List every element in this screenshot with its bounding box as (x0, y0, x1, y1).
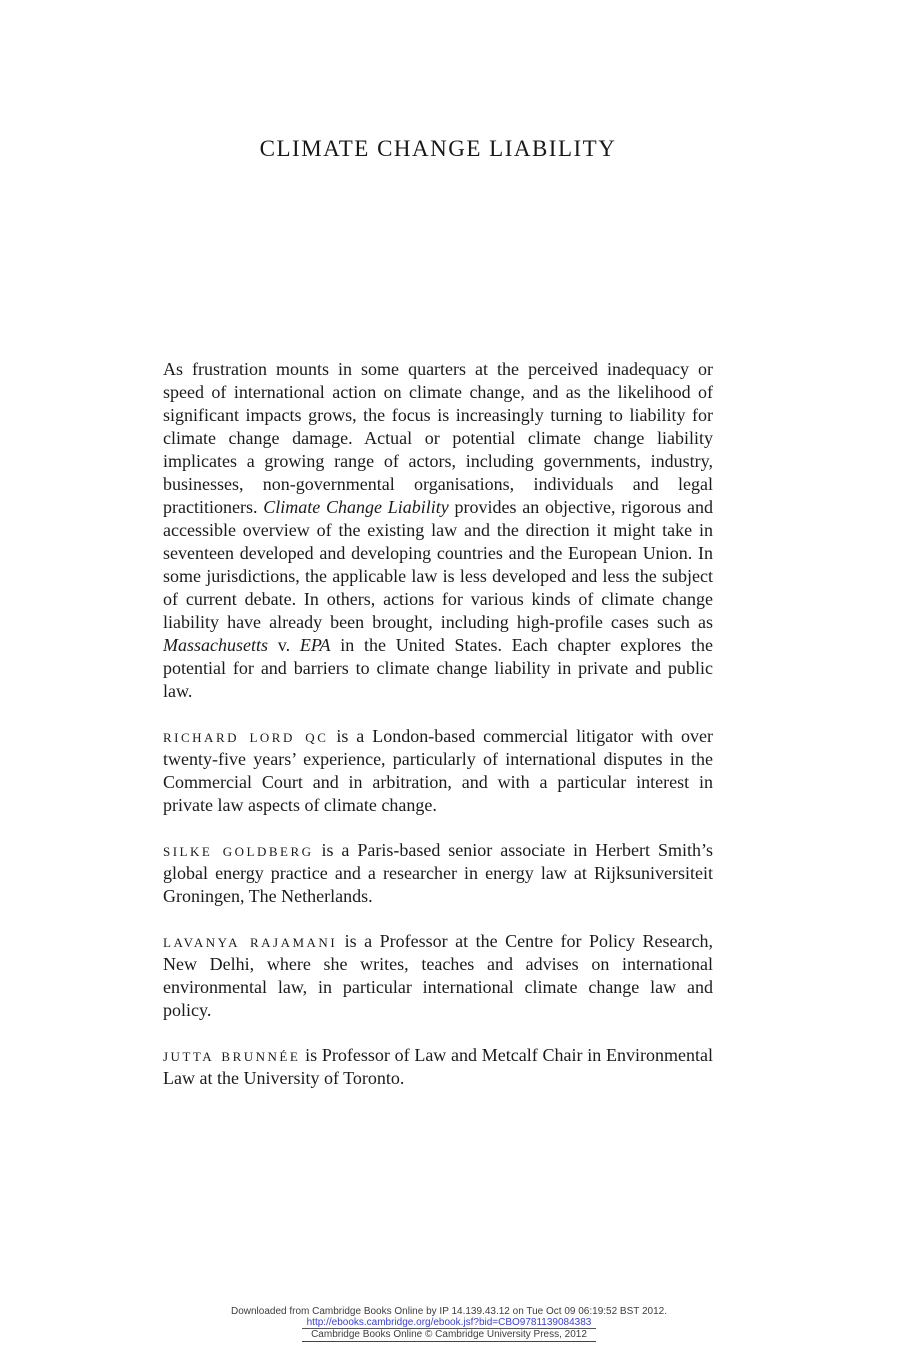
paragraph-book-description-segment-normal: provides an objective, rigorous and accessible overview of the existing law and the direction it might take in seventeen developed and developing countries and the European Union. In some jurisdictions, the applicable law is less developed and less the subject of current debate. In others, actions for various kinds of climate change liability have already been brought, including high-profile cases such as (163, 497, 714, 632)
paragraph-book-description-segment-italic: EPA (299, 635, 331, 655)
footer-stamp (0, 1306, 898, 1342)
bio-jutta-brunnee-segment-smallcaps: jutta brunnée (163, 1045, 301, 1065)
text-column (163, 136, 713, 1090)
paragraph-book-description-segment-normal: As frustration mounts in some quarters at the perceived inadequacy or speed of international action on climate change, and as the likelihood of significant impacts grows, the focus is increasingly turning to liability for climate change damage. Actual or potential climate change liability implicates a growing range of actors, including governments, industry, businesses, non-governmental organisations, individuals and legal practitioners. (163, 359, 713, 517)
paragraph-book-description-segment-normal: v. (268, 635, 300, 655)
footer-downloaded-line: Downloaded from Cambridge Books Online by IP 14.139.43.12 on Tue Oct 09 06:19:52 BST 2012. (230, 1306, 668, 1317)
footer-ebook-link[interactable]: http://ebooks.cambridge.org/ebook.jsf?bid=CBO9781139084383 (303, 1317, 596, 1329)
bio-silke-goldberg-segment-smallcaps: silke goldberg (163, 840, 314, 860)
bio-richard-lord-segment-normal: is a London-based commercial litigator with over twenty-five years’ experience, particularly of international disputes in the Commercial Court and in arbitration, and with a particular interest in private law aspects of climate change. (163, 726, 713, 815)
bio-lavanya-rajamani-segment-smallcaps: lavanya rajamani (163, 931, 338, 951)
paragraph-book-description (163, 358, 713, 703)
bio-jutta-brunnee-segment-normal: is Professor of Law and Metcalf Chair in Environmental Law at the University of Toronto. (163, 1045, 713, 1088)
book-title: CLIMATE CHANGE LIABILITY (259, 136, 617, 161)
paragraph-book-description-segment-normal: in the United States. Each chapter explores the potential for and barriers to climate change liability in private and public law. (163, 635, 713, 701)
bio-richard-lord-segment-smallcaps: richard lord qc (163, 726, 329, 746)
bio-lavanya-rajamani (163, 930, 713, 1022)
bio-silke-goldberg-segment-normal: is a Paris-based senior associate in Herbert Smith’s global energy practice and a researcher in energy law at Rijksuniversiteit Groningen, The Netherlands. (163, 840, 713, 906)
bio-jutta-brunnee (163, 1044, 713, 1090)
bio-richard-lord (163, 725, 713, 817)
footer-copyright-line: Cambridge Books Online © Cambridge University Press, 2012 (302, 1328, 596, 1342)
paragraph-book-description-segment-italic: Climate Change Liability (263, 497, 449, 517)
bio-lavanya-rajamani-segment-normal: is a Professor at the Centre for Policy Research, New Delhi, where she writes, teaches and advises on international environmental law, in particular international climate change law and policy. (163, 931, 713, 1020)
bio-silke-goldberg (163, 839, 713, 908)
paragraph-book-description-segment-italic: Massachusetts (163, 635, 268, 655)
text-paragraphs (163, 358, 713, 1090)
